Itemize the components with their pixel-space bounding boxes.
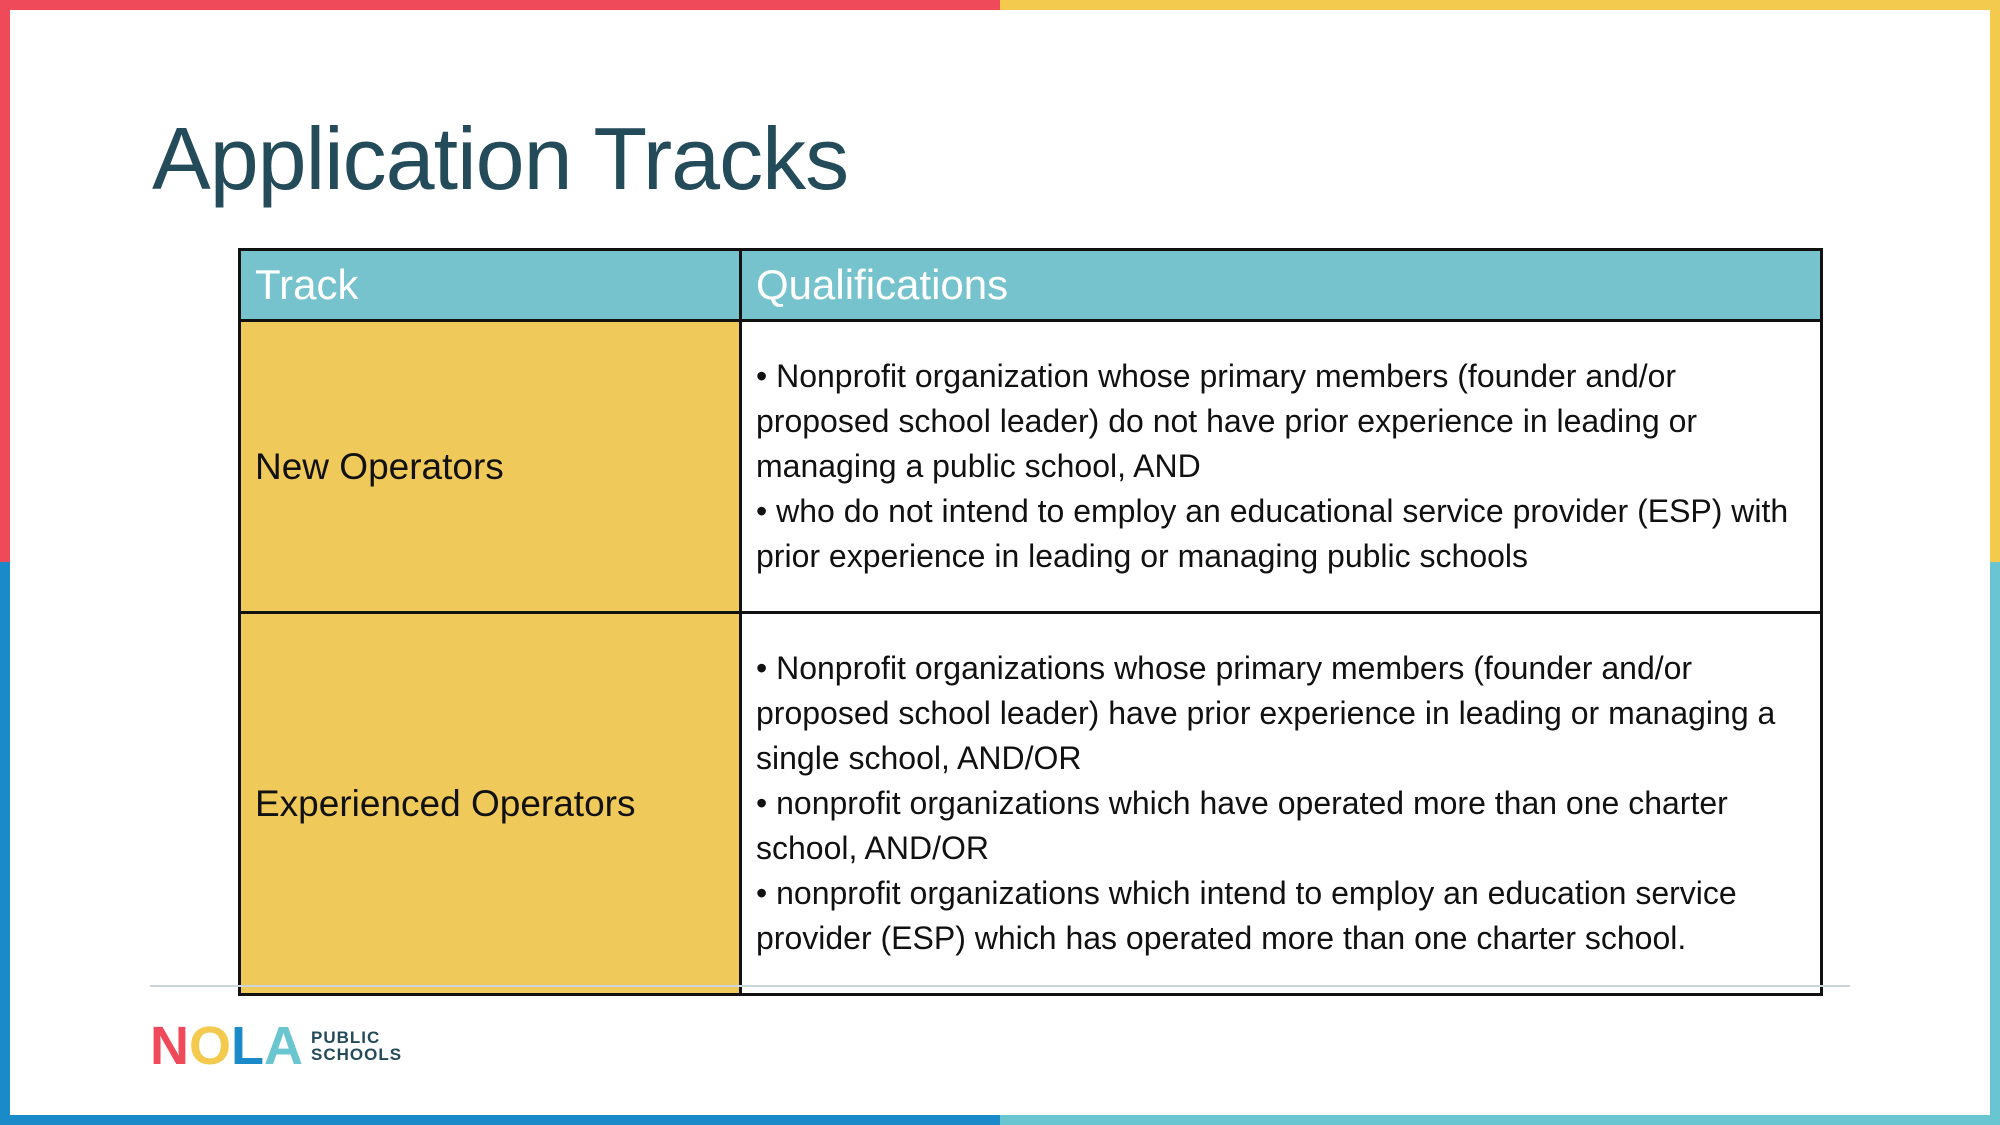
- frame-right-bottom: [1990, 562, 2000, 1125]
- qualifications-cell: [741, 321, 1822, 613]
- qualifications-cell: [741, 613, 1822, 995]
- logo-subtitle: [311, 1029, 402, 1063]
- logo-letter-o: O: [189, 1016, 232, 1076]
- track-name-cell: Experienced Operators: [240, 613, 741, 995]
- qualification-line: • Nonprofit organization whose primary members (founder and/or: [756, 358, 1677, 394]
- header-track: Track: [240, 250, 741, 321]
- frame-right-top: [1990, 0, 2000, 562]
- qualification-line: school, AND/OR: [756, 830, 989, 866]
- qualification-line: • nonprofit organizations which have operated more than one charter: [756, 785, 1728, 821]
- qualification-line: provider (ESP) which has operated more than one charter school.: [756, 920, 1687, 956]
- qualification-line: single school, AND/OR: [756, 740, 1082, 776]
- table-header-row: [240, 250, 1822, 321]
- nola-public-schools-logo: [150, 1016, 403, 1076]
- frame-top-right: [1000, 0, 2000, 10]
- table-row: [240, 613, 1822, 995]
- logo-schools-text: SCHOOLS: [311, 1045, 403, 1064]
- logo-letter-l: L: [231, 1016, 265, 1076]
- frame-left-top: [0, 0, 10, 562]
- qualification-line: proposed school leader) have prior experience in leading or managing a: [756, 695, 1776, 731]
- frame-top-left: [0, 0, 1000, 10]
- track-name-cell: New Operators: [240, 321, 741, 613]
- logo-letter-a: A: [264, 1016, 304, 1076]
- qualification-line: prior experience in leading or managing public schools: [756, 538, 1529, 574]
- tracks-table: [238, 248, 1823, 996]
- table-row: [240, 321, 1822, 613]
- logo-public-text: PUBLIC: [311, 1028, 381, 1047]
- qualification-line: • Nonprofit organizations whose primary members (founder and/or: [756, 650, 1693, 686]
- frame-left-bottom: [0, 562, 10, 1125]
- qualification-line: • nonprofit organizations which intend to employ an education service: [756, 875, 1737, 911]
- qualification-line: • who do not intend to employ an educational service provider (ESP) with: [756, 493, 1789, 529]
- frame-bottom-right: [1000, 1115, 2000, 1125]
- footer-divider: [150, 985, 1850, 987]
- frame-bottom-left: [0, 1115, 1000, 1125]
- qualification-line: proposed school leader) do not have prior experience in leading or: [756, 403, 1698, 439]
- page-title: Application Tracks: [152, 109, 849, 208]
- qualification-line: managing a public school, AND: [756, 448, 1201, 484]
- logo-letter-n: N: [150, 1016, 189, 1076]
- header-qualifications: Qualifications: [741, 250, 1822, 321]
